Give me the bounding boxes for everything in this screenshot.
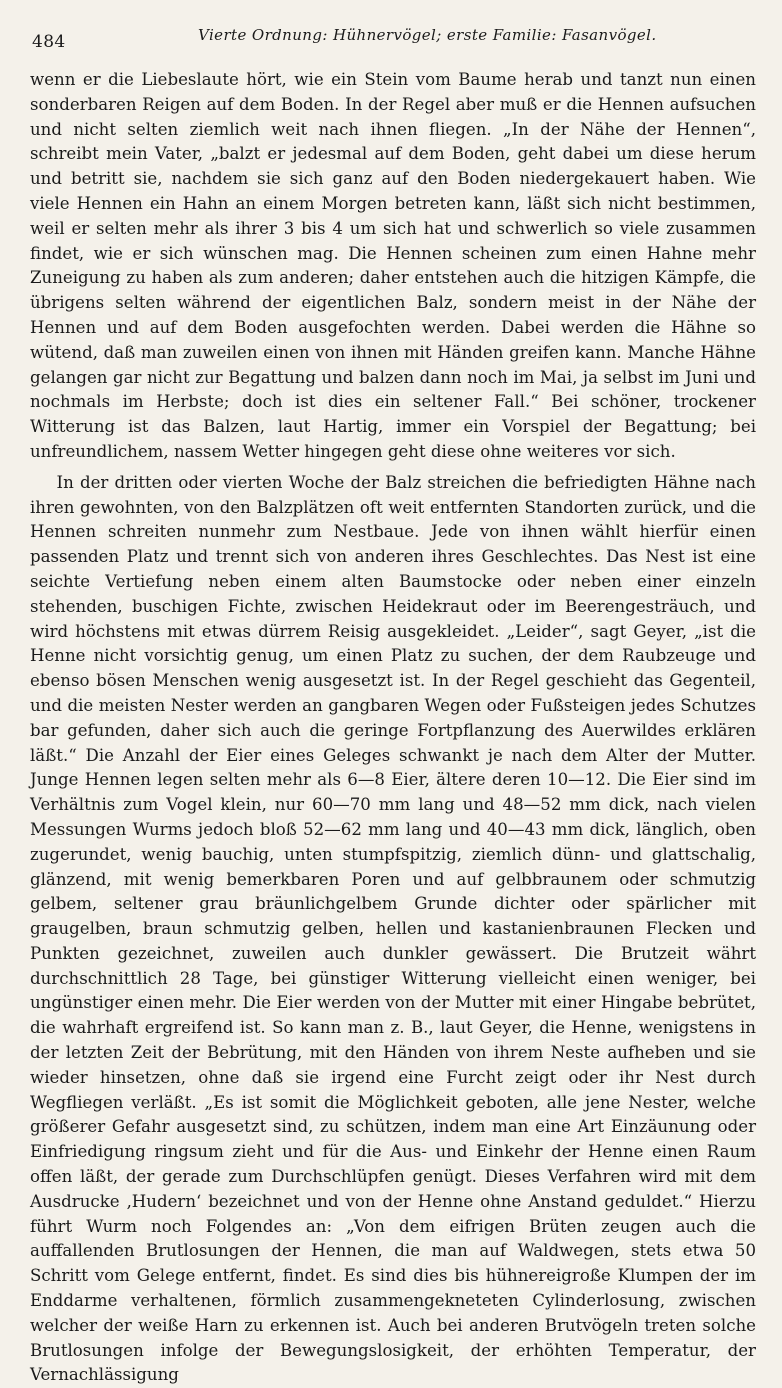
chapter-heading: Vierte Ordnung: Hühnervögel; erste Familie: Fasanvögel.	[198, 26, 657, 44]
paragraph-continuation: wenn er die Liebeslaute hört, wie ein Stein vom Baume herab und tanzt nun einen sonderbaren Reigen auf dem Boden. In der Regel aber muß er die Hennen aufsuchen und nicht selten ziemlich weit nach ihnen fliegen. „In der Nähe der Hennen“, schreibt mein Vater, „balzt er jedesmal auf dem Boden, geht dabei um diese herum und betritt sie, nachdem sie sich ganz auf den Boden niedergekauert haben. Wie viele Hennen ein Hahn an einem Morgen betreten kann, läßt sich nicht bestimmen, weil er selten mehr als ihrer 3 bis 4 um sich hat und schwerlich so viele zusammen findet, wie er sich wünschen mag. Die Hennen scheinen zum einen Hahne mehr Zuneigung zu haben als zum anderen; daher entstehen auch die hitzigen Kämpfe, die übrigens selten während der eigentlichen Balz, sondern meist in der Nähe der Hennen und auf dem Boden ausgefochten werden. Dabei werden die Hähne so wütend, daß man zuweilen einen von ihnen mit Händen greifen kann. Manche Hähne gelangen gar nicht zur Begattung und balzen dann noch im Mai, ja selbst im Juni und nochmals im Herbste; doch ist dies ein seltener Fall.“ Bei schöner, trockener Witterung ist das Balzen, laut Hartig, immer ein Vorspiel der Begattung; bei unfreundlichem, nassem Wetter hingegen geht diese ohne weiteres vor sich.	[30, 70, 756, 461]
page-number: 484	[32, 32, 66, 52]
running-header	[30, 22, 756, 52]
body-text	[30, 68, 756, 1388]
paragraph-nesting: In der dritten oder vierten Woche der Balz streichen die befriedigten Hähne nach ihren gewohnten, von den Balzplätzen oft weit entfernten Standorten zurück, und die Hennen schreiten nunmehr zum Nestbaue. Jede von ihnen wählt hierfür einen passenden Platz und trennt sich von anderen ihres Geschlechtes. Das Nest ist eine seichte Vertiefung neben einem alten Baumstocke oder neben einer einzeln stehenden, buschigen Fichte, zwischen Heidekraut oder im Beerengesträuch, und wird höchstens mit etwas dürrem Reisig ausgekleidet. „Leider“, sagt Geyer, „ist die Henne nicht vorsichtig genug, um einen Platz zu suchen, der dem Raubzeuge und ebenso bösen Menschen wenig ausgesetzt ist. In der Regel geschieht das Gegenteil, und die meisten Nester werden an gangbaren Wegen oder Fußsteigen jedes Schutzes bar gefunden, daher sich auch die geringe Fortpflanzung des Auerwildes erklären läßt.“ Die Anzahl der Eier eines Geleges schwankt je nach dem Alter der Mutter. Junge Hennen legen selten mehr als 6—8 Eier, ältere deren 10—12. Die Eier sind im Verhältnis zum Vogel klein, nur 60—70 mm lang und 48—52 mm dick, nach vielen Messungen Wurms jedoch bloß 52—62 mm lang und 40—43 mm dick, länglich, oben zugerundet, wenig bauchig, unten stumpfspitzig, ziemlich dünn- und glattschalig, glänzend, mit wenig bemerkbaren Poren und auf gelbbraunem oder schmutzig gelbem, seltener grau bräunlichgelbem Grunde dichter oder spärlicher mit graugelben, braun schmutzig gelben, hellen und kastanienbraunen Flecken und Punkten gezeichnet, zuweilen auch dunkler gewässert. Die Brutzeit währt durchschnittlich 28 Tage, bei günstiger Witterung vielleicht einen weniger, bei ungünstiger einen mehr. Die Eier werden von der Mutter mit einer Hingabe bebrütet, die wahrhaft ergreifend ist. So kann man z. B., laut Geyer, die Henne, wenigstens in der letzten Zeit der Bebrütung, mit den Händen von ihrem Neste aufheben und sie wieder hinsetzen, ohne daß sie irgend eine Furcht zeigt oder ihr Nest durch Wegfliegen verläßt. „Es ist somit die Möglichkeit geboten, alle jene Nester, welche größerer Gefahr ausgesetzt sind, zu schützen, indem man eine Art Einzäunung oder Einfriedigung ringsum zieht und für die Aus- und Einkehr der Henne einen Raum offen läßt, der gerade zum Durchschlüpfen genügt. Dieses Verfahren wird mit dem Ausdrucke ‚Hudern‘ bezeichnet und von der Henne ohne Anstand geduldet.“ Hierzu führt Wurm noch Folgendes an: „Von dem eifrigen Brüten zeugen auch die auffallenden Brutlosungen der Hennen, die man auf Waldwegen, stets etwa 50 Schritt vom Gelege entfernt, findet. Es sind dies bis hühnereigroße Klumpen der im Enddarme verhaltenen, förmlich zusammengekneteten Cylinderlosung, zwischen welcher der weiße Harn zu erkennen ist. Auch bei anderen Brutvögeln treten solche Brutlosungen infolge der Bewegungslosigkeit, der erhöhten Temperatur, der Vernachlässigung	[30, 472, 756, 1385]
